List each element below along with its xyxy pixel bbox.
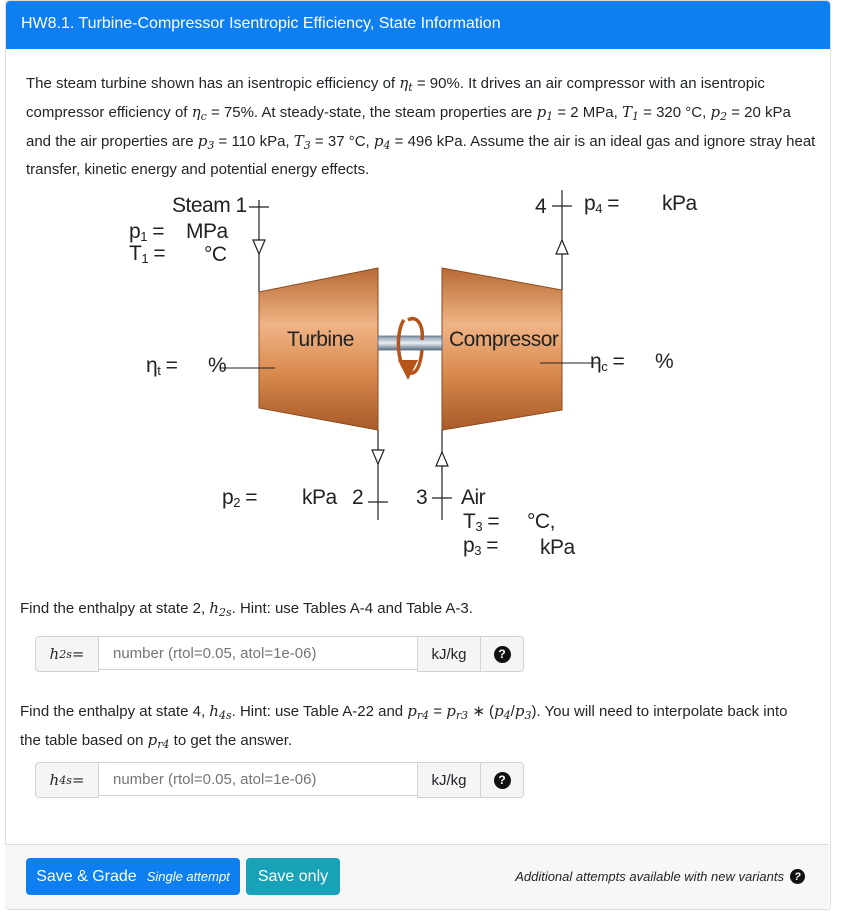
prompt-text: = 75%. At steady-state, the steam properties are	[206, 104, 537, 121]
p3-symbol-q2: $p_3$	[514, 702, 532, 722]
p4-unit: kPa	[662, 192, 697, 215]
question-circle-icon[interactable]: ?	[790, 869, 805, 884]
p4-symbol-q2: $p_4$	[494, 702, 511, 722]
h2s-input[interactable]	[99, 636, 417, 670]
h2s-input-group	[35, 636, 524, 672]
h2s-label: h 2s =	[35, 636, 99, 672]
eta-c-symbol: $\eta_c$	[191, 103, 207, 123]
h4s-input-group	[35, 762, 524, 798]
outlet-2-arrow	[372, 450, 384, 464]
h2s-unit: kJ/kg	[417, 636, 481, 672]
p2-unit: kPa	[302, 486, 337, 509]
T1-unit: °C	[204, 243, 227, 266]
question-circle-icon: ?	[494, 772, 511, 789]
question-circle-icon: ?	[494, 646, 511, 663]
prompt-text: = 2 MPa,	[553, 104, 622, 121]
p3-symbol: $p_3$	[197, 132, 215, 152]
T3-unit: °C,	[527, 510, 555, 533]
pr4-symbol: $p_{r4}$	[407, 702, 430, 722]
save-grade-label: Save & Grade	[36, 867, 137, 885]
steam-1-label: Steam 1	[172, 194, 247, 217]
compressor-label: Compressor	[449, 328, 559, 351]
card-header	[6, 1, 830, 49]
turbine-compressor-diagram	[0, 180, 842, 590]
T1-label: $T_1$ =	[129, 242, 166, 266]
shaft	[378, 336, 442, 350]
h4s-unit: kJ/kg	[417, 762, 481, 798]
eta-t-label: $\eta_t$ =	[146, 354, 178, 378]
diagram-graphic	[0, 180, 842, 590]
p1-label: $p_1$ =	[129, 220, 165, 244]
problem-statement	[26, 71, 816, 182]
eta-t-unit: %	[208, 354, 227, 377]
h2s-symbol: $h_{2s}$	[209, 599, 232, 619]
h4s-label: h 4s =	[35, 762, 99, 798]
h4s-input[interactable]	[99, 762, 417, 796]
p1-unit: MPa	[186, 220, 228, 243]
save-only-button[interactable]: Save only	[246, 858, 340, 895]
T1-symbol: $T_1$	[621, 103, 639, 123]
prompt-text: = 37 °C,	[310, 133, 374, 150]
state-4-label: 4	[535, 195, 547, 218]
eta-c-label: $\eta_c$ =	[590, 350, 625, 374]
p3-label: $p_3$ =	[463, 534, 499, 558]
prompt-text: = 90%. It drives an air compressor with an isentropic compressor efficiency of	[26, 75, 765, 121]
p1-symbol: $p_1$	[536, 103, 554, 123]
turbine-label: Turbine	[287, 328, 354, 351]
attempts-note	[515, 869, 805, 884]
pr4-symbol-2: $p_{r4}$	[147, 731, 170, 751]
state-3-label: 3	[416, 486, 428, 509]
state-2-label: 2	[352, 486, 364, 509]
pr3-symbol: $p_{r3}$	[446, 702, 469, 722]
prompt-text: The steam turbine shown has an isentropic efficiency of	[26, 75, 400, 92]
p4-symbol: $p_4$	[373, 132, 391, 152]
T3-symbol: $T_3$	[293, 132, 311, 152]
save-grade-button[interactable]	[26, 858, 240, 895]
attempts-note-text: Additional attempts available with new variants	[515, 869, 784, 884]
card-footer	[5, 844, 829, 909]
p4-label: $p_4$ =	[584, 192, 620, 216]
p2-label: $p_2$ =	[222, 486, 258, 510]
prompt-text: = 496 kPa. Assume the air is an ideal gas and ignore stray heat transfer, kinetic energy and potential energy effects.	[26, 133, 816, 178]
h4s-symbol: $h_{4s}$	[209, 702, 232, 722]
single-attempt-label: Single attempt	[146, 869, 230, 884]
air-label: Air	[461, 486, 486, 509]
T3-label: $T_3$ =	[463, 510, 500, 534]
eta-t-symbol: $\eta_t$	[399, 74, 413, 94]
h4s-help-button[interactable]	[481, 762, 524, 798]
prompt-text: = 20 kPa and the air properties are	[26, 104, 791, 150]
inlet-3-arrow	[436, 452, 448, 466]
inlet-1-arrow	[253, 240, 265, 254]
outlet-4-arrow	[556, 240, 568, 254]
h2s-help-button[interactable]	[481, 636, 524, 672]
p2-symbol: $p_2$	[710, 103, 728, 123]
eta-c-unit: %	[655, 350, 674, 373]
p3-unit: kPa	[540, 536, 575, 559]
question-title: HW8.1. Turbine-Compressor Isentropic Efficiency, State Information	[21, 15, 501, 32]
question-2-text: Find the enthalpy at state 4, $h_{4s}$. Hint: use Table A-22 and $p_{r4} = p_{r3}$ ∗ $(p_4/p_3)$. You will need to interpolate back into the table based on $p_{r4}$ to get the answer.	[20, 702, 788, 751]
prompt-text: = 110 kPa,	[214, 133, 294, 150]
question-1-text: Find the enthalpy at state 2, $h_{2s}$. Hint: use Tables A-4 and Table A-3.	[20, 599, 473, 619]
prompt-text: = 320 °C,	[638, 104, 711, 121]
